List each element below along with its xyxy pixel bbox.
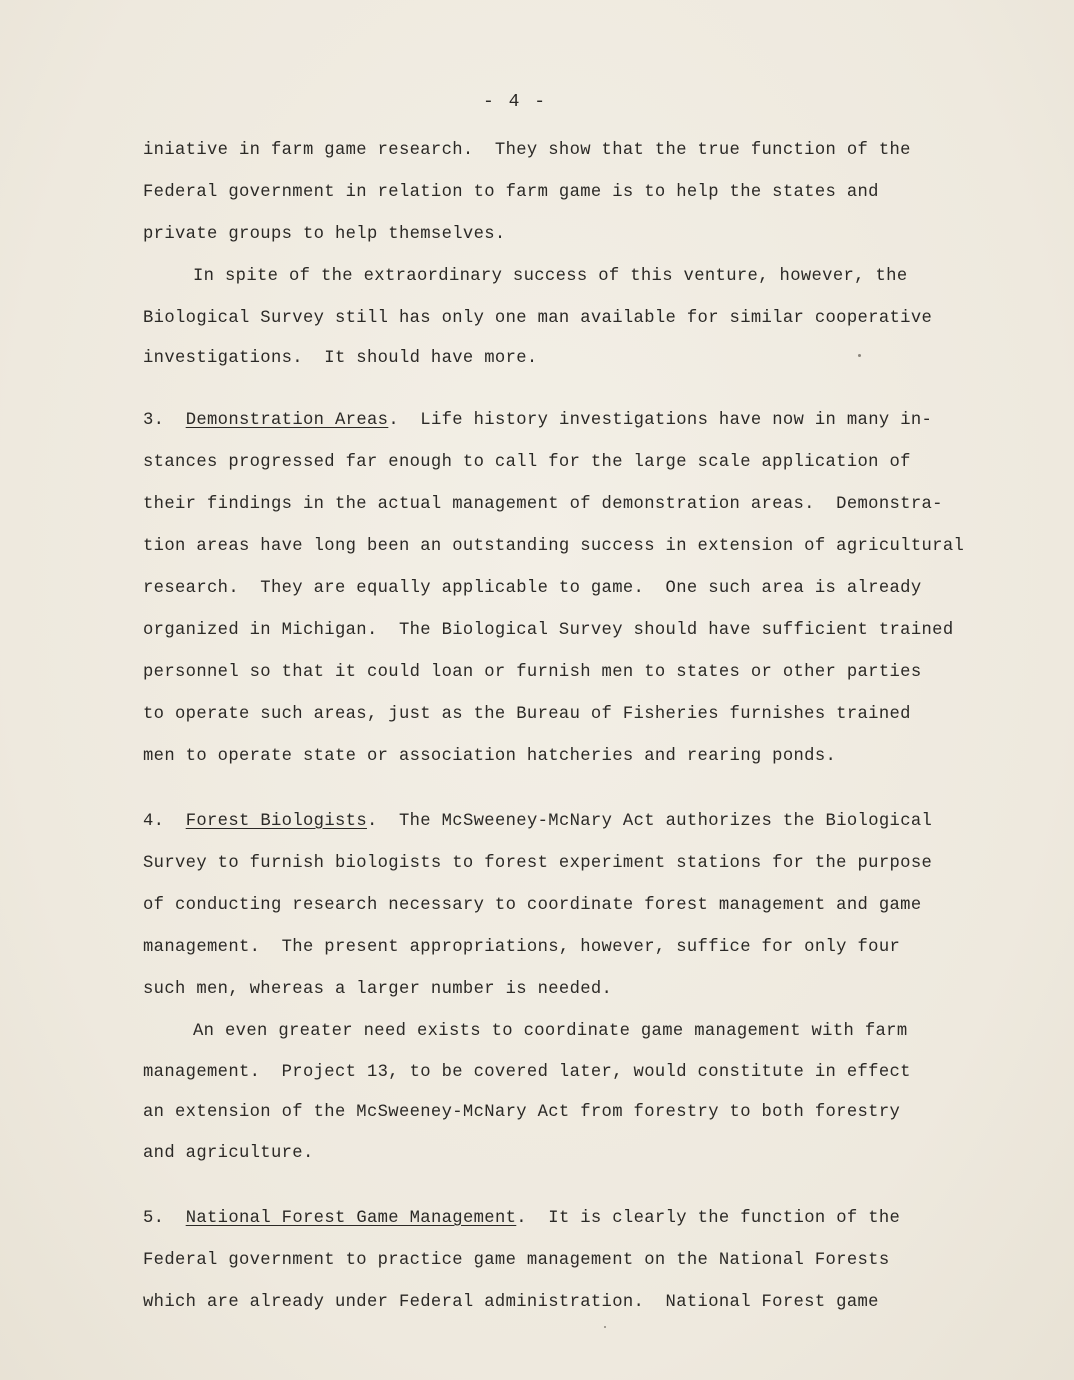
text-line: to operate such areas, just as the Bureau of Fisheries furnishes trained <box>143 705 911 724</box>
text-line: such men, whereas a larger number is needed. <box>143 980 613 999</box>
section-heading-line <box>143 411 932 431</box>
text-line: management. The present appropriations, however, suffice for only four <box>143 938 901 957</box>
section-heading-line <box>143 812 932 832</box>
section-number: 4. <box>143 812 165 831</box>
text-line: tion areas have long been an outstanding success in extension of agricultural <box>143 537 965 556</box>
paper-speck <box>604 1326 606 1328</box>
text-line: Federal government to practice game management on the National Forests <box>143 1251 890 1270</box>
text-line: An even greater need exists to coordinate game management with farm <box>193 1022 908 1041</box>
paper-speck <box>858 354 861 357</box>
text-line: organized in Michigan. The Biological Survey should have sufficient trained <box>143 621 954 640</box>
text-line: an extension of the McSweeney-McNary Act from forestry to both forestry <box>143 1103 901 1122</box>
text-line: . It is clearly the function of the <box>516 1209 901 1228</box>
section-heading: Demonstration Areas <box>185 411 389 430</box>
text-line: management. Project 13, to be covered later, would constitute in effect <box>143 1063 911 1082</box>
text-line: Survey to furnish biologists to forest experiment stations for the purpose <box>143 854 933 873</box>
text-line: . The McSweeney-McNary Act authorizes the Biological <box>366 812 933 831</box>
text-line: iniative in farm game research. They show that the true function of the <box>143 141 911 160</box>
text-line: which are already under Federal administration. National Forest game <box>143 1293 879 1312</box>
text-line: In spite of the extraordinary success of this venture, however, the <box>193 267 908 286</box>
text-line: investigations. It should have more. <box>143 349 538 368</box>
text-line: and agriculture. <box>143 1144 314 1163</box>
text-line: private groups to help themselves. <box>143 225 506 244</box>
text-line: men to operate state or association hatcheries and rearing ponds. <box>143 747 837 766</box>
page-number: - 4 - <box>482 92 547 112</box>
text-line: . Life history investigations have now in many in- <box>388 411 933 430</box>
section-number: 5. <box>143 1209 165 1228</box>
text-line: research. They are equally applicable to game. One such area is already <box>143 579 922 598</box>
section-number: 3. <box>143 411 165 430</box>
section-heading-line <box>143 1209 900 1229</box>
text-line: Biological Survey still has only one man available for similar cooperative <box>143 309 933 328</box>
text-line: their findings in the actual management of demonstration areas. Demonstra- <box>143 495 943 514</box>
text-line: stances progressed far enough to call for the large scale application of <box>143 453 911 472</box>
text-line: of conducting research necessary to coordinate forest management and game <box>143 896 922 915</box>
section-heading: Forest Biologists <box>185 812 367 831</box>
text-line: Federal government in relation to farm game is to help the states and <box>143 183 879 202</box>
text-line: personnel so that it could loan or furnish men to states or other parties <box>143 663 922 682</box>
section-heading: National Forest Game Management <box>185 1209 517 1228</box>
